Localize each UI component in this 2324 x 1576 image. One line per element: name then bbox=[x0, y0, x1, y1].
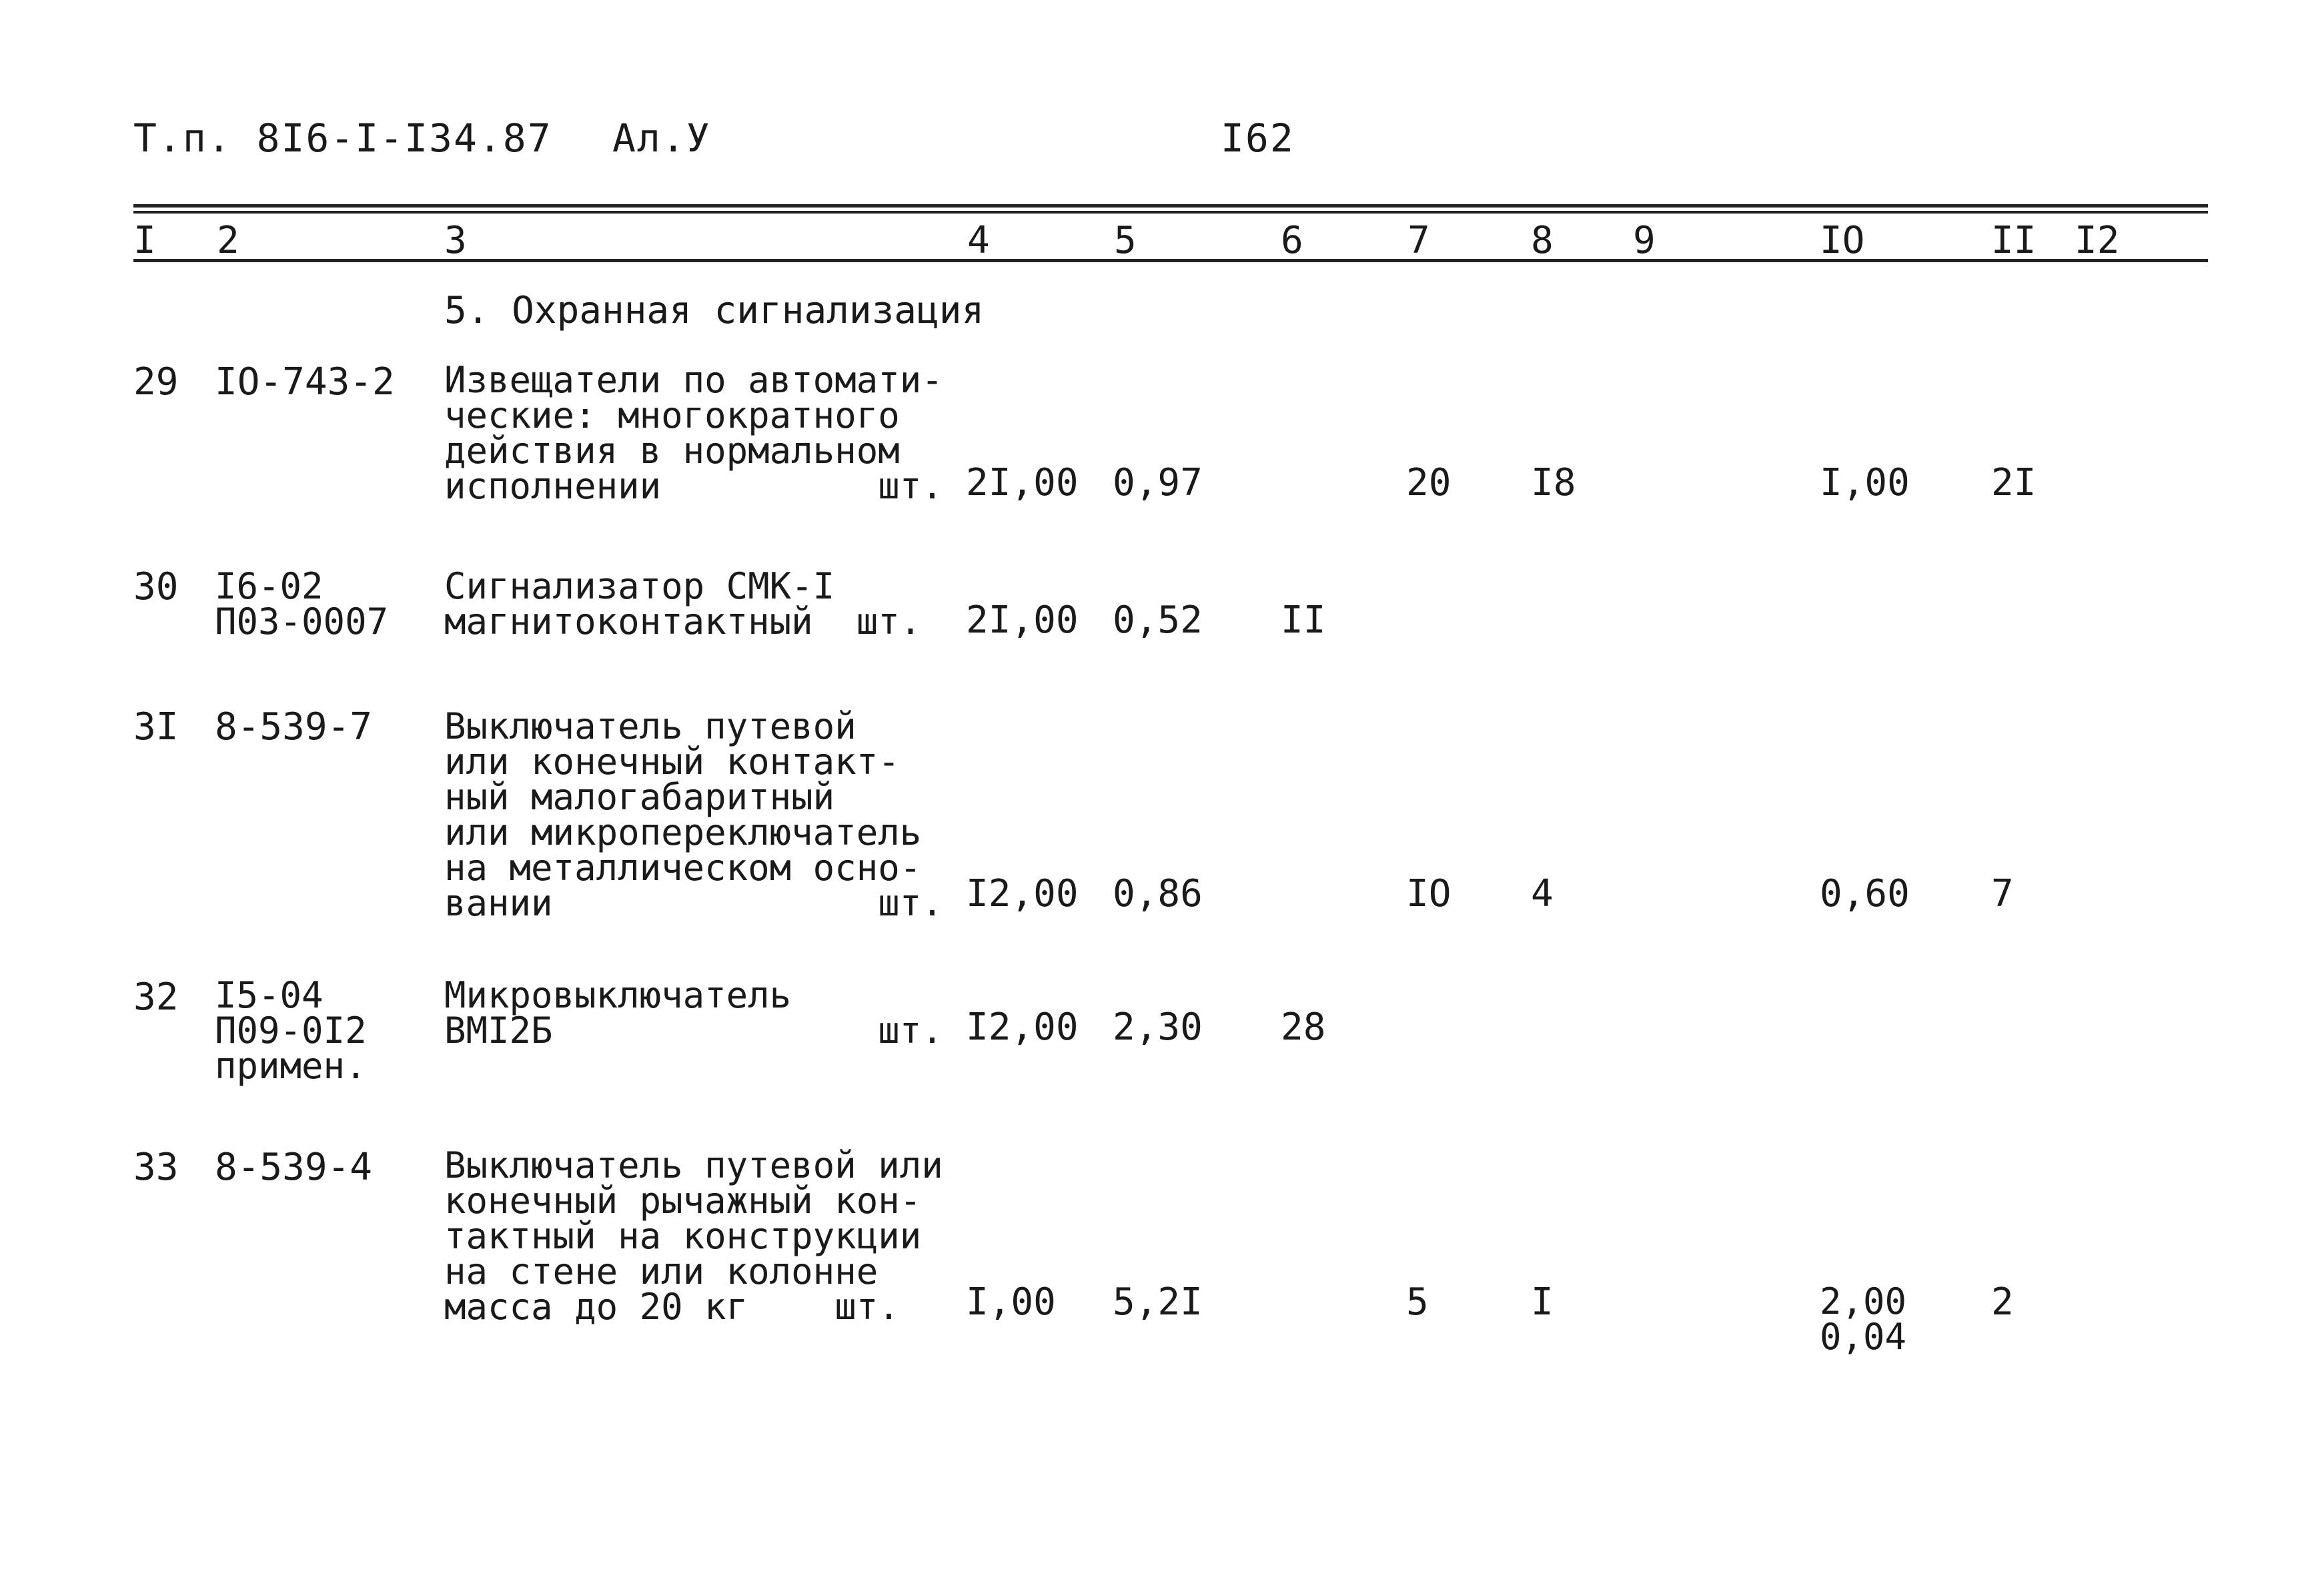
col-head-9: 9 bbox=[1633, 219, 1656, 262]
cell-col8: I bbox=[1531, 1280, 1554, 1324]
cell-col8: 4 bbox=[1531, 872, 1554, 915]
col-head-11: II bbox=[1991, 219, 2037, 262]
cell-col8: I8 bbox=[1531, 461, 1576, 504]
item-description: Микровыключатель ВМI2Б шт. bbox=[444, 974, 943, 1052]
price-code: 8-539-4 bbox=[215, 1146, 373, 1189]
cell-col11: 2 bbox=[1991, 1280, 2014, 1324]
item-description: Выключатель путевой или конечный рычажный кон- тактный на конструкции на стене или колонне масса до 20 кг шт. bbox=[444, 1144, 943, 1328]
top-rule-double bbox=[133, 211, 2208, 214]
cell-col7: 5 bbox=[1406, 1280, 1429, 1324]
cell-col5: 0,97 bbox=[1113, 461, 1203, 504]
col-head-5: 5 bbox=[1114, 219, 1137, 262]
row-number: 33 bbox=[133, 1146, 179, 1189]
cell-col5: 0,52 bbox=[1113, 599, 1203, 642]
cell-col5: 2,30 bbox=[1113, 1006, 1203, 1049]
item-description: Извещатели по автомати- ческие: многократного действия в нормальном исполнении шт. bbox=[444, 359, 943, 507]
row-number: 30 bbox=[133, 565, 179, 609]
col-head-7: 7 bbox=[1407, 219, 1430, 262]
cell-col5: 0,86 bbox=[1113, 872, 1203, 915]
col-head-2: 2 bbox=[217, 219, 239, 262]
col-head-6: 6 bbox=[1281, 219, 1303, 262]
col-head-8: 8 bbox=[1531, 219, 1554, 262]
doc-reference: Т.п. 8I6-I-I34.87 bbox=[133, 115, 552, 161]
page-number: I62 bbox=[1221, 115, 1295, 161]
cell-col5: 5,2I bbox=[1113, 1280, 1203, 1324]
section-title: 5. Охранная сигнализация bbox=[444, 289, 985, 332]
cell-col4: I2,00 bbox=[966, 1006, 1079, 1049]
header-bottom-rule bbox=[133, 259, 2208, 262]
cell-col4: 2I,00 bbox=[966, 599, 1079, 642]
cell-col7: 20 bbox=[1406, 461, 1451, 504]
cell-col11: 7 bbox=[1991, 872, 2014, 915]
top-rule bbox=[133, 204, 2208, 208]
cell-col6: II bbox=[1281, 599, 1326, 642]
row-number: 32 bbox=[133, 975, 179, 1019]
price-code: IO-743-2 bbox=[215, 360, 395, 404]
cell-col6: 28 bbox=[1281, 1006, 1326, 1049]
cell-col7: IO bbox=[1406, 872, 1451, 915]
cell-col10: 0,60 bbox=[1820, 872, 1910, 915]
price-code: I6-02 П03-0007 bbox=[215, 565, 389, 643]
col-head-10: IO bbox=[1820, 219, 1865, 262]
item-description: Выключатель путевой или конечный контакт- ный малогабаритный или микропереключатель на металлическом осно- вании шт. bbox=[444, 705, 943, 924]
cell-col4: I,00 bbox=[966, 1280, 1056, 1324]
cell-col11: 2I bbox=[1991, 461, 2037, 504]
item-description: Сигнализатор СМК-I магнитоконтактный шт. bbox=[444, 565, 922, 643]
row-number: 3I bbox=[133, 705, 179, 749]
row-number: 29 bbox=[133, 360, 179, 404]
price-code: I5-04 П09-0I2 примен. bbox=[215, 974, 367, 1087]
price-code: 8-539-7 bbox=[215, 705, 373, 749]
cell-col4: 2I,00 bbox=[966, 461, 1079, 504]
col-head-3: 3 bbox=[444, 219, 467, 262]
cell-col10: I,00 bbox=[1820, 461, 1910, 504]
col-head-12: I2 bbox=[2075, 219, 2120, 262]
col-head-1: I bbox=[133, 219, 156, 262]
album-label: Ал.У bbox=[612, 115, 711, 161]
cell-col10: 2,00 0,04 bbox=[1820, 1280, 1907, 1358]
cell-col4: I2,00 bbox=[966, 872, 1079, 915]
col-head-4: 4 bbox=[967, 219, 990, 262]
